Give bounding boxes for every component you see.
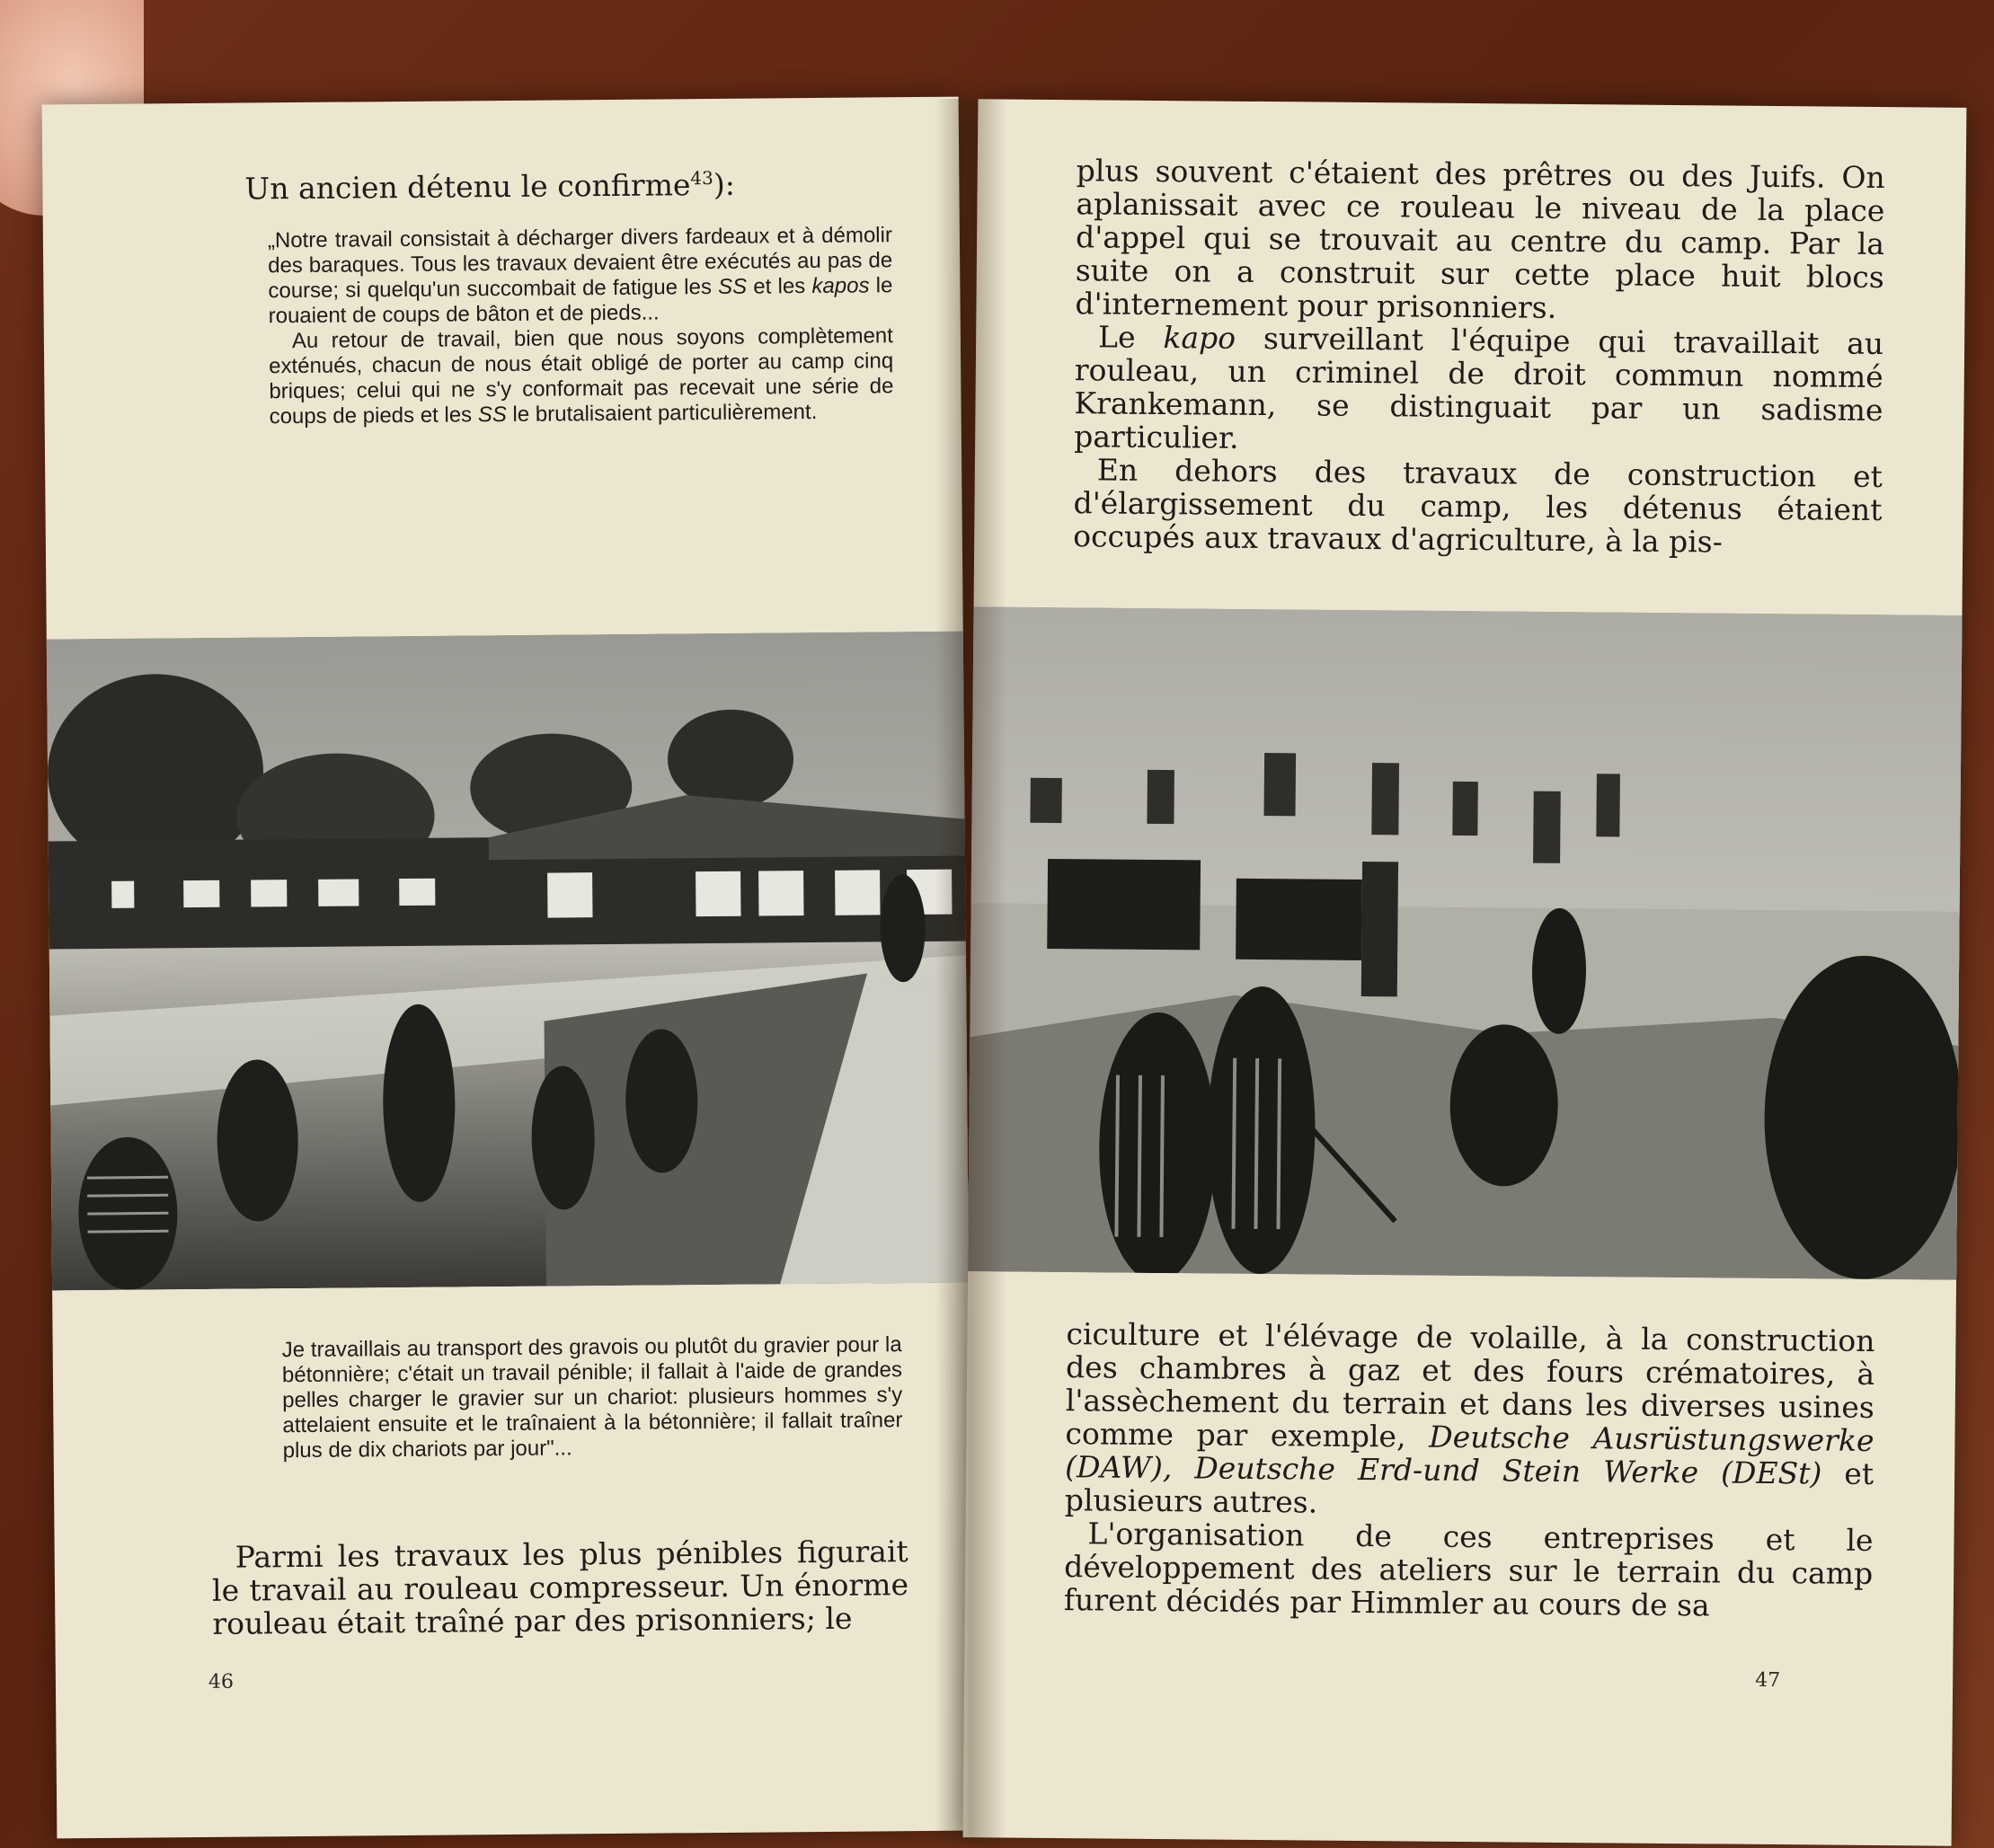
intro-text: Un ancien détenu le confirme xyxy=(244,167,691,207)
photo-barracks-trench xyxy=(42,631,974,1290)
intro-end: ): xyxy=(713,166,736,202)
right-page xyxy=(963,99,1967,1846)
intro-line xyxy=(244,161,784,205)
quote-paragraph-2: Au retour de travail, bien que nous soyons complètement exténués, chacun de nous était obligé de porter au camp cinq briques; celui qui ne s'y conformait pas recevait une série de coups de pieds et les SS le brutalisaient particulièrement. xyxy=(269,323,894,429)
body-paragraph-1: plus souvent c'étaient des prêtres ou des Juifs. On aplanissait avec ce rouleau le niveau de la place d'appel qui se trouvait au centre du camp. Par la suite on a construit sur cette place huit blocs d'internement pour prisonniers. xyxy=(1075,153,1885,325)
right-bottom-text xyxy=(1064,1317,1875,1623)
body-paragraph-5: L'organisation de ces entreprises et le développement des ateliers sur le terrain du camp furent décidés par Himmler au cours de sa xyxy=(1063,1516,1874,1623)
body-paragraph-4: ciculture et l'élévage de volaille, à la construction des chambres à gaz et des fours crématoires, à l'assèchement du terrain et dans les diverses usines comme par exemple, Deutsche Ausrüstungswerke (DAW), Deutsche Erd-und Stein Werke (DESt) et plusieurs autres. xyxy=(1064,1316,1875,1520)
right-top-text xyxy=(1073,154,1885,560)
photo-prisoners-working xyxy=(963,606,1966,1280)
footnote-ref: 43 xyxy=(690,166,713,190)
page-number-left: 46 xyxy=(208,1670,235,1693)
body-paragraph-2: Le kapo surveillant l'équipe qui travaillait au rouleau, un criminel de droit commun nommé Krankemann, se distinguait par un sadisme particulier. xyxy=(1074,319,1884,455)
book-gutter xyxy=(935,99,1006,1842)
body-paragraph-3: En dehors des travaux de construction et d'élargissement du camp, les détenus étaient occupés aux travaux d'agriculture, à la pis- xyxy=(1073,452,1883,560)
left-page xyxy=(42,97,974,1839)
quote-block-1 xyxy=(268,223,894,429)
page-number-right: 47 xyxy=(1755,1668,1781,1693)
body-paragraph-left: Parmi les travaux les plus pénibles figurait le travail au rouleau compresseur. Un énorme rouleau était traîné par des prisonniers; le xyxy=(211,1534,909,1641)
quote-block-2: Je travaillais au transport des gravois ou plutôt du gravier pour la bétonnière; c'était un travail pénible; il fallait à l'aide de grandes pelles charger le gravier sur un chariot: plusieurs hommes s'y attelaient ensuite et le traînaient à la bétonnière; il fallait traîner plus de dix chariots par jour"... xyxy=(281,1332,903,1463)
quote-paragraph-1: „Notre travail consistait à décharger divers fardeaux et à démolir des baraques. Tous les travaux devaient être exécutés au pas de course; si quelqu'un succombait de fatigue les SS et les kapos le rouaient de coups de bâton et de pieds... xyxy=(267,223,893,329)
